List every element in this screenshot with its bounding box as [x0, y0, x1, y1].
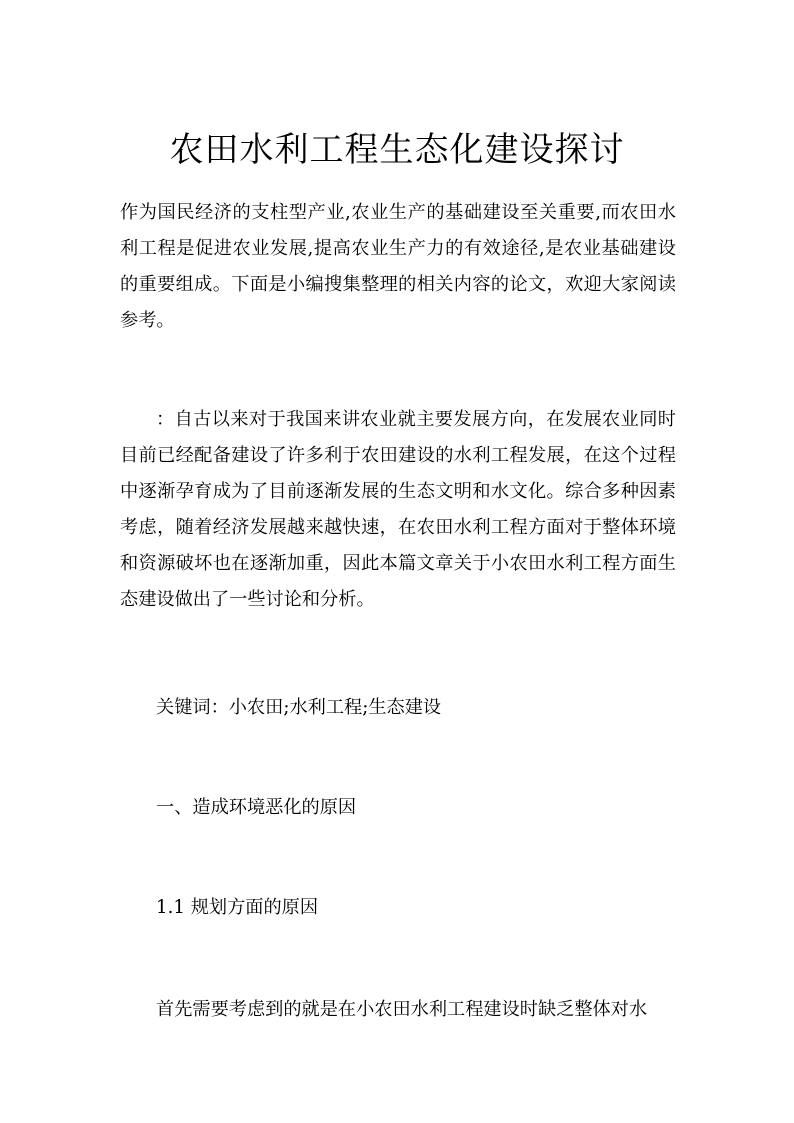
section-heading-1: 一、造成环境恶化的原因 — [156, 797, 357, 818]
keywords-line: 关键词：小农田;水利工程;生态建设 — [156, 697, 442, 718]
document-title: 农田水利工程生态化建设探讨 — [169, 130, 625, 170]
intro-paragraph: 作为国民经济的支柱型产业,农业生产的基础建设至关重要,而农田水利工程是促进农业发展,提高农业生产力的有效途径,是农业基础建设的重要组成。下面是小编搜集整理的相关内容的论文，欢迎大家阅读参考。 — [120, 202, 676, 331]
section-1-1-body: 首先需要考虑到的就是在小农田水利工程建设时缺乏整体对水 — [156, 999, 648, 1020]
section-heading-1-1: 1.1 规划方面的原因 — [156, 897, 319, 918]
abstract-paragraph: ：自古以来对于我国来讲农业就主要发展方向，在发展农业同时目前已经配备建设了许多利于农田建设的水利工程发展，在这个过程中逐渐孕育成为了目前逐渐发展的生态文明和水文化。综合多种因素考虑，随着经济发展越来越快速，在农田水利工程方面对于整体环境和资源破坏也在逐渐加重，因此本篇文章关于小农田水利工程方面生态建设做出了一些讨论和分析。 — [120, 409, 676, 610]
